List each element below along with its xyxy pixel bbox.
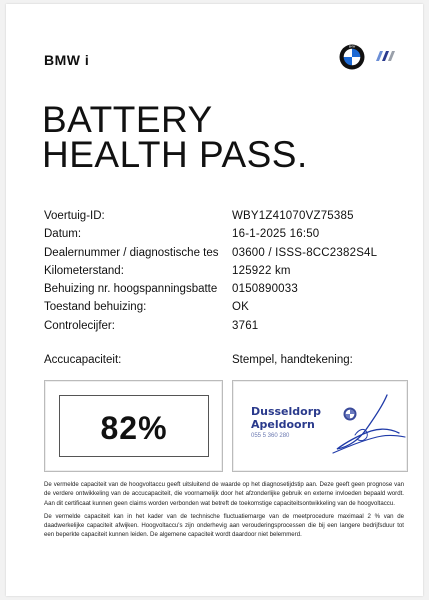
disclaimer-paragraph-1: De vermelde capaciteit van de hoogvoltaccu geeft uitsluitend de waarde op het diagnosetijdstip aan. Deze geeft geen prognose van de verdere ontwikkeling van de accucapaciteit, die voornamelijk door het afzonderlijke gebruik en externe invloeden bepaald wordt. Aan dit certificaat kunnen geen claims worden verbonden wat betreft de toekomstige capaciteitsontwikkeling van de hoogvoltaccu.: [44, 481, 404, 507]
field-label: Toestand behuizing:: [44, 301, 147, 314]
battery-health-pass-document: [6, 4, 423, 596]
field-row-mileage: [44, 262, 404, 280]
capacity-caption: Accucapaciteit:: [44, 354, 122, 366]
vehicle-details: [44, 207, 404, 335]
stamp-dealer-name: Dusseldorp: [251, 405, 322, 418]
bmw-roundel-icon: [339, 44, 365, 70]
capacity-value: 82%: [100, 410, 168, 446]
field-value: 3761: [232, 319, 259, 332]
field-row-check-digit: [44, 317, 404, 335]
capacity-box: [44, 380, 223, 472]
field-row-housing-condition: [44, 298, 404, 316]
field-row-vehicle-id: [44, 207, 404, 225]
field-value: 16-1-2025 16:50: [232, 228, 320, 241]
capacity-frame: [59, 395, 209, 457]
title-line-1: BATTERY: [42, 99, 213, 140]
handwritten-signature: [325, 391, 409, 461]
brand-name: BMW i: [44, 52, 90, 68]
title-line-2: HEALTH PASS.: [42, 134, 308, 175]
field-value: 03600 / ISSS-8CC2382S4L: [232, 246, 378, 259]
field-value: 0150890033: [232, 283, 298, 296]
disclaimer-paragraph-2: De vermelde capaciteit kan in het kader van de technische fluctuatiemarge van de meetprocedure maximaal 2 % van de daadwerkelijke capaciteit afwijken. Hoogvoltaccu's zijn onderhevig aan verouderingsprocessen die bij een langere bedrijfsduur tot een beperkte capaciteit kunnen leiden. De algemene capaciteit wordt daardoor niet belemmerd.: [44, 512, 404, 539]
field-label: Voertuig-ID:: [44, 210, 105, 222]
stamp-caption: Stempel, handtekening:: [232, 354, 353, 366]
field-value: OK: [232, 301, 250, 314]
field-label: Kilometerstand:: [44, 264, 124, 277]
field-value: WBY1Z41070VZ75385: [232, 210, 354, 222]
field-row-battery-housing-number: [44, 280, 404, 298]
disclaimer: [44, 480, 404, 540]
stamp-box: [232, 380, 408, 472]
svg-text:BMW: BMW: [348, 45, 356, 49]
field-row-date: [44, 225, 404, 243]
field-value: 125922 km: [232, 264, 291, 277]
field-label: Controlecijfer:: [44, 319, 115, 332]
stamp-dealer-city: Apeldoorn: [251, 418, 315, 431]
field-row-dealer-number: [44, 244, 404, 262]
stamp-phone: 055 5 360 280: [251, 433, 290, 439]
field-label: Datum:: [44, 228, 82, 241]
field-label: Dealernummer / diagnostische tes: [44, 246, 219, 259]
field-label: Behuizing nr. hoogspanningsbatte: [44, 283, 218, 296]
bmw-m-stripes-icon: [372, 51, 398, 61]
document-title: [42, 99, 308, 175]
